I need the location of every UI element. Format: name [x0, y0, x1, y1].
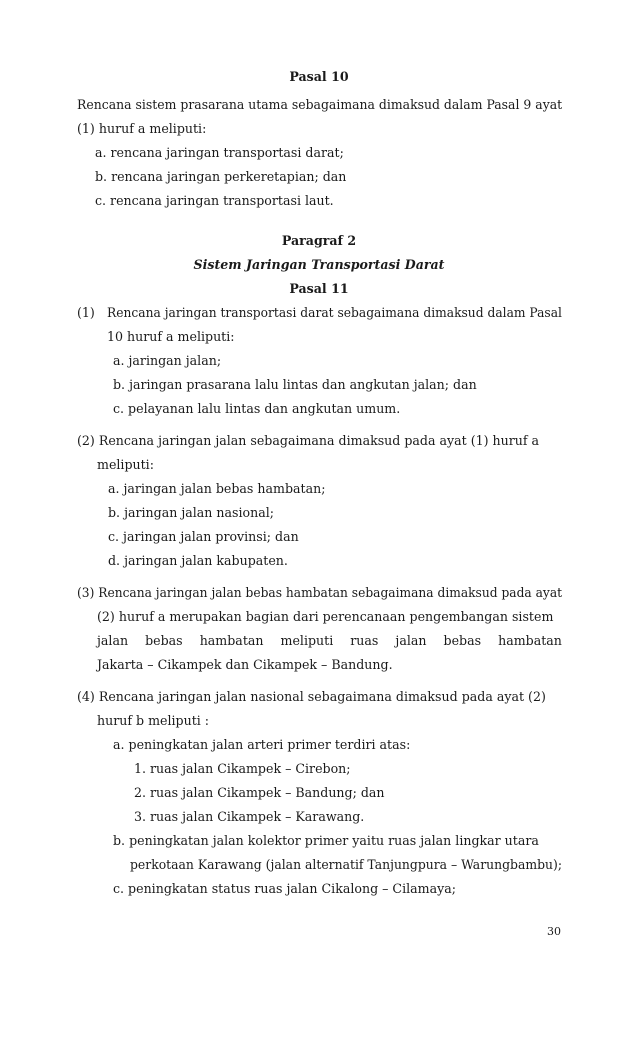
ayat-1-line1: Rencana jaringan transportasi darat sebagaimana dimaksud dalam Pasal [107, 305, 562, 320]
word: bebas [145, 633, 183, 648]
ayat-4-item-a: a. peningkatan jalan arteri primer terdiri atas: [113, 737, 411, 752]
sub-list-item: 2. ruas jalan Cikampek – Bandung; dan [134, 785, 385, 800]
ayat-3-line3 [97, 633, 562, 649]
ayat-4-line2: huruf b meliputi : [97, 713, 210, 728]
list-item: c. rencana jaringan transportasi laut. [95, 193, 334, 208]
word: ruas [350, 633, 379, 648]
pasal-11-title: Pasal 11 [289, 281, 349, 296]
ayat-3-line1: (3) Rencana jaringan jalan bebas hambatan sebagaimana dimaksud pada ayat [77, 585, 563, 600]
list-item: a. jaringan jalan bebas hambatan; [108, 481, 326, 496]
pasal-10-intro-line1: Rencana sistem prasarana utama sebagaimana dimaksud dalam Pasal 9 ayat [77, 97, 563, 112]
word: hambatan [498, 633, 562, 648]
ayat-4-line1: (4) Rencana jaringan jalan nasional sebagaimana dimaksud pada ayat (2) [77, 689, 546, 704]
list-item: c. pelayanan lalu lintas dan angkutan umum. [113, 401, 401, 416]
list-item: d. jaringan jalan kabupaten. [108, 553, 288, 568]
sub-list-item: 3. ruas jalan Cikampek – Karawang. [134, 809, 365, 824]
word: bebas [443, 633, 482, 648]
list-item: b. jaringan prasarana lalu lintas dan angkutan jalan; dan [113, 377, 477, 392]
ayat-4-item-c: c. peningkatan status ruas jalan Cikalong – Cilamaya; [113, 881, 456, 896]
ayat-3-line2: (2) huruf a merupakan bagian dari perencanaan pengembangan sistem [97, 609, 554, 624]
ayat-1-number: (1) [77, 305, 95, 320]
word: meliputi [280, 633, 334, 648]
list-item: a. rencana jaringan transportasi darat; [95, 145, 344, 160]
list-item: b. rencana jaringan perkeretapian; dan [95, 169, 347, 184]
list-item: a. jaringan jalan; [113, 353, 222, 368]
ayat-2-line1: (2) Rencana jaringan jalan sebagaimana dimaksud pada ayat (1) huruf a [77, 433, 540, 448]
page-number: 30 [547, 925, 561, 938]
ayat-4-item-b-line1: b. peningkatan jalan kolektor primer yaitu ruas jalan lingkar utara [113, 833, 539, 848]
paragraf-2-subtitle: Sistem Jaringan Transportasi Darat [193, 257, 445, 272]
pasal-10-intro-line2: (1) huruf a meliputi: [77, 121, 207, 136]
word: jalan [97, 633, 129, 648]
word: jalan [395, 633, 427, 648]
word: hambatan [199, 633, 264, 648]
sub-list-item: 1. ruas jalan Cikampek – Cirebon; [134, 761, 351, 776]
ayat-4-item-b-line2: perkotaan Karawang (jalan alternatif Tanjungpura – Warungbambu); [130, 857, 563, 872]
list-item: b. jaringan jalan nasional; [108, 505, 274, 520]
ayat-3-line4: Jakarta – Cikampek dan Cikampek – Bandung. [97, 657, 393, 672]
ayat-1-line2: 10 huruf a meliputi: [107, 329, 235, 344]
pasal-10-title: Pasal 10 [289, 69, 349, 84]
list-item: c. jaringan jalan provinsi; dan [108, 529, 299, 544]
ayat-2-line2: meliputi: [97, 457, 154, 472]
paragraf-2-label: Paragraf 2 [281, 233, 357, 248]
